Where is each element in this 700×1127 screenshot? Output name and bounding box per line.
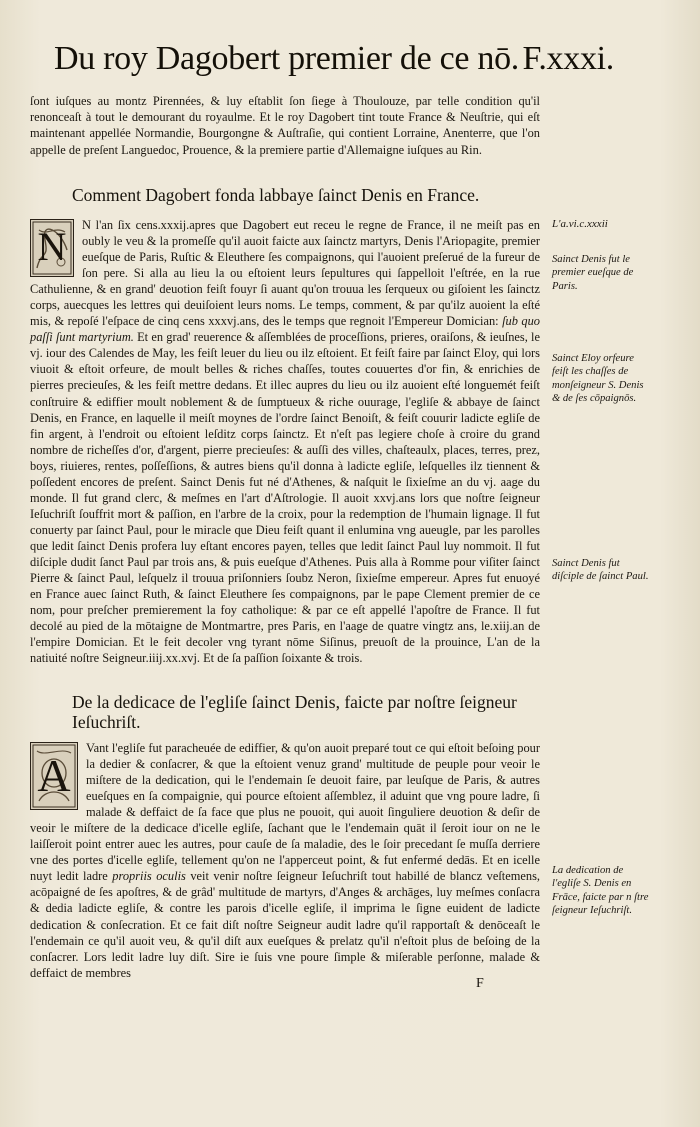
chapter1-body (30, 217, 540, 666)
chapter1-text-a: N l'an ſix cens.xxxij.apres que Dagobert eut receu le regne de France, il ne meiſt pas en oubly le veu & la promeſſe qu'il auoit faicte aux ſainctz martyrs, Denis l'Ariopagite, premier eueſque de Paris, Ruſtic & Eleuthere ſes compaignons, qui l'auoient preſerué de la fureur de ſon pere. Si alla au lieu la ou eſtoient leurs ſepultures qui ſappelloit l'eſtrée, en la rue Cathulienne, & en grand' deuotion feiſt fouyr ſi auant qu'on trouua les ſerqueux ou giſoient les ſainctz corps, auecques les lettres qui deuiſoient leurs noms. Le temps, comment, & par qu'ilz auoient la eſté mis, & repoſé l'eſpace de cinq cens xxxvj.ans, des le temps que regnoit l'Empereur Domician: (30, 218, 540, 329)
running-head-title: Du roy Dagobert premier de ce nō. (54, 40, 519, 77)
margin-note-disciple: Sainct Denis fut diſciple de ſainct Paul. (552, 558, 649, 583)
chapter2-heading: De la dedicace de l'egliſe ſainct Denis, faicte par noſtre ſeigneur Ieſuchriſt. (72, 692, 517, 732)
decorated-initial-n (30, 219, 74, 277)
chapter1-text-b: Et en grad' reuerence & aſſemblées de proceſſions, prieres, oraiſons, & ieuſnes, le vj. iour des Calendes de May, les feiſt leuer du lieu ou ilz eſtoient. Et feiſt faire par ſainct Eloy, qui lors viuoit & eſtoit orfeure, de moult belles & riches chaſſes, toutes couuertes d'or fin, & enrichies de pierres precieuſes, & les feiſt mettre dedans. Et illec aupres du lieu ou ilz auoient eſté longuemét feiſt conſtruire & ediffier moult noblement & de ſumptueux & riche ouurage, l'egliſe & abbaye de ſainct Denis, en France, en laquelle il meiſt moynes de l'ordre ſainct Benoiſt, & feiſt couurir ladicte egliſe de fin argent, à l'endroit ou eſtoient leſditz corps ſainctz. Et n'eſt pas legiere choſe à croire du grand nombre de richeſſes d'or, d'argent, pierre precieuſes: & auſſi des villes, chaſteaulx, places, terres, prez, boys, riuieres, rentes, poſſeſſions, & autres biens qu'il donna à ladicte egliſe, leſquelles ilz tiennent & poſſedent encores de preſent. Sainct Denis fut né d'Athenes, & naſquit le ſixieſme an du vj. aage du monde. Il fut grand clerc, & meſmes en l'art d'Aſtrologie. Il auoit xxvj.ans lors que noſtre ſeigneur Ieſuchriſt ſouffrit mort & paſſion, en l'arbre de la croix, pour la redemption de l'humain lignage. Il fut conuerty par ſainct Paul, pour le miracle que Dieu feiſt quant il enlumina vng aueugle, par les parolles que ledit ſainct Denis profera luy eſtant encores payen, telles que ledit ſainct Paul luy nommoit. Il fut diſciple dudit ſanct Paul par trois ans, & puis eueſque d'Athenes. Puis alla à Romme pour viſiter ſainct Pierre & ſainct Paul, leſquelz il trouua priſonniers ſoubz Neron, ſixieſme empereur. Apres fut enuoyé en France auec ſainct Ruth, & ſainct Eleuthere ſes compaignons, par le pape Clement premier de ce nom, pour preſcher premierement la foy catholique: & par ce eſt appellé l'apoſtre de France. Il fut decolé au pied de la mōtaigne de Montmartre, pres Paris, en l'aage de quatre vingtz ans, le.xiij.an de l'empire Domician. Et le feit decoler vng tyrant nōme Siſinus, preuoſt de la prouince, L'an de la natiuité noſtre Seigneur.iiij.xx.xvj. Et de ſa paſſion ſoixante & trois. (30, 330, 540, 666)
margin-note-date: L'a.vi.c.xxxii (552, 218, 608, 230)
intro-paragraph: ſont iuſques au montz Pirennées, & luy eſtablit ſon ſiege à Thoulouze, par telle condition qu'il renonceaſt à tout le demourant du royaulme. Et le roy Dagobert tint toute France & Neuſtrie, qui eſt maintenant appellée Normandie, Bourgongne & Auſtraſie, qui contient Lorraine, Anenterre, que l'on appelle de preſent Languedoc, Prouence, & la premiere partie d'Allemaigne iuſques au Rin. (30, 94, 540, 157)
margin-note-dedication: La dedication de l'egliſe S. Denis en Frāce, faicte par n ſtre ſeigneur Ieſuchriſt. (552, 865, 649, 917)
chapter1-latin: ſub quo paſſi ſunt martyrium. (30, 314, 541, 345)
chapter2-text-b: veit venir noſtre ſeigneur Ieſuchriſt tout habillé de blancz veſtemens, acōpaigné de ſes apoſtres, & de grâd' multitude de martyrs, d'Anges & archāges, luy meſmes conſacra & dedia ladicte egliſe, & contre les parois d'icelle egliſe, il imprima le ſigne euident de ladicte dedication & conſecration. Et ce fait diſt noſtre Seigneur audit ladre qu'il rapportaſt & denōceaſt le l'endemain ce qu'il auoit veu, & qu'il diſt aux eueſques & prelatz qu'il n'eſtoit plus de beſoing de la conſacrer. Lors ledit ladre luy diſt. Sire ie ſuis vne poure ſimple & miſerable perſonne, malade & deffaict de membres (30, 869, 540, 980)
chapter2-body (30, 740, 540, 981)
initial-letter: A (37, 750, 71, 801)
chapter1-heading: Comment Dagobert fonda labbaye ſainct Denis en France. (72, 185, 480, 205)
margin-note-saint-eloy: Sainct Eloy orfeure feiſt les chaſſes de monſeigneur S. Denis & de ſes cōpaignōs. (552, 353, 644, 405)
margin-note-first-bishop: Sainct Denis fut le premier eueſque de Paris. (552, 254, 634, 292)
running-head (54, 40, 614, 88)
initial-letter: N (37, 224, 67, 269)
signature-mark: F (476, 976, 484, 991)
folio-number: F.xxxi. (522, 40, 614, 77)
chapter2-latin: propriis oculis (112, 869, 186, 884)
chapter2-text-a: Vant l'egliſe fut paracheuée de ediffier, & qu'on auoit preparé tout ce qui eſtoit beſoing pour la dedier & conſacrer, & que la eſtoient venuz grand' multitude de peuple pour veoir le miſtere de la dedication, qui le l'endemain ſe deuoit faire, par leuſque de Paris, & autres eueſques en ſa compaignie, qui pource eſtoient aſſemblez, il aduint que vng poure ladre, ſi malade & deffaict de ſa face que plus ne pouoit, qui auoit ſinguliere deuotion & deſir de veoir le miſtere de la dedicace d'icelle egliſe, ſachant que le l'endemain quāt il ſeroit iour on ne le laiſſeroit point entrer auec les autres, pour cauſe de ſa maladie, des le ſoir precedant ſe muſſa derriere vne des portes d'icelle egliſe, tellement qu'on ne l'apperceut point, & fut enfermé dedās. Et en icelle nuyt ledit ladre (30, 741, 540, 884)
decorated-initial-a (30, 742, 78, 810)
